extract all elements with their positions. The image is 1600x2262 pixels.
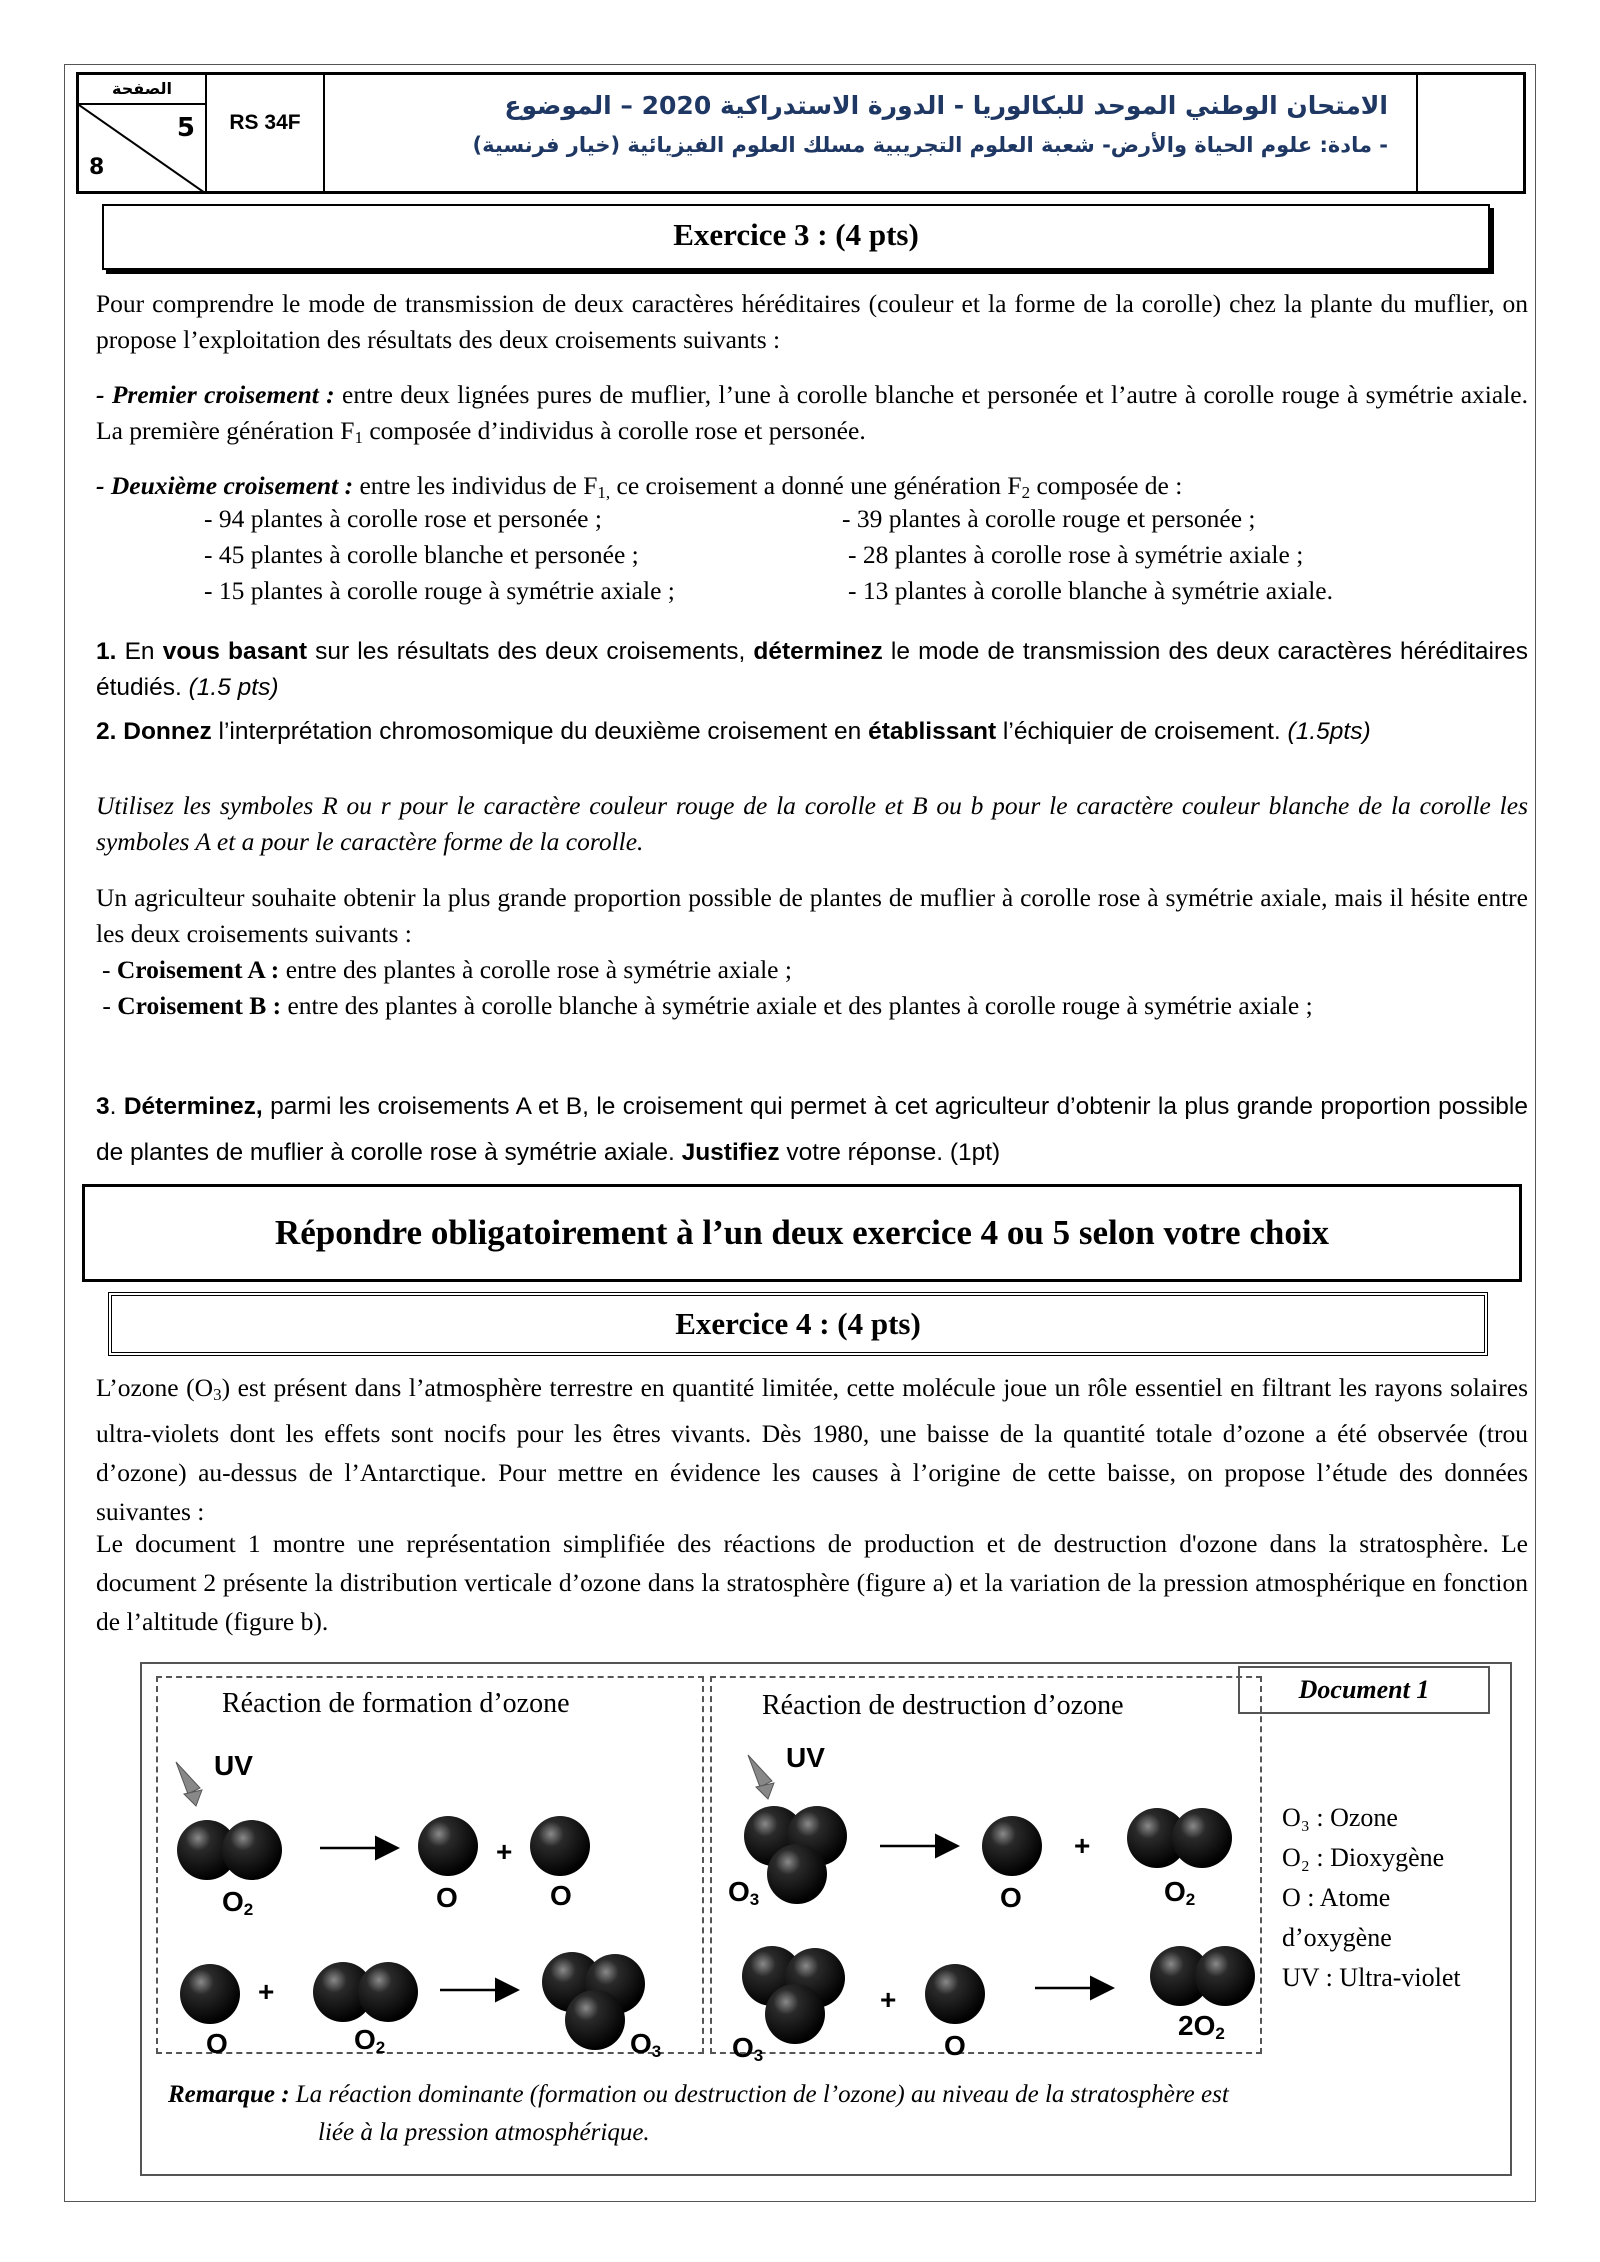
o2-label-letter: O [222,1886,244,1917]
o2-label-sub: 2 [375,2038,386,2057]
q2-bold: Donnez [116,718,212,745]
plus-sign: + [496,1836,513,1867]
q2-points: (1.5pts) [1287,718,1371,745]
q1-text: En [116,638,163,665]
result-item: - 28 plantes à corolle rose à symétrie axiale ; [848,540,1304,569]
dioxygen-molecule [1127,1808,1232,1868]
o-label: O [944,2030,966,2061]
o2-label-sub: 2 [243,1900,254,1919]
page-total: 8 [89,155,105,180]
q1-text: sur les résultats des deux croisements, [306,638,754,665]
o2-label [1164,1876,1195,1910]
legend-item: O₃ : Ozone [1282,1803,1398,1832]
q2-text: l’interprétation chromosomique du deuxième croisement en [211,718,869,745]
cross-b: - Croisement B : entre des plantes à corolle blanche à symétrie axiale et des plantes à corolle rouge à symétrie axiale ; [96,991,1313,1020]
ex3-intro: Pour comprendre le mode de transmission de deux caractères héréditaires (couleur et la forme de la corolle) chez la plante du muflier, on propose l’exploitation des résultats des deux croisements suivants : [96,289,1528,354]
o-label: O [436,1882,458,1913]
cross-a-label: Croisement A : [116,955,280,984]
o2-label-letter: O [354,2024,376,2055]
q2-bold: établissant [868,718,997,745]
q3-bold: Déterminez, [123,1093,263,1120]
document1-label: Document 1 [1238,1666,1490,1714]
uv-label: UV [214,1750,253,1781]
o-label: O [206,2028,228,2059]
q1-text: le mode de transmission des deux caractères héréditaires étudiés. [96,638,1528,701]
symbols-note: Utilisez les symboles R ou r pour le caractère couleur rouge de la corolle et B ou b pour le caractère couleur blanche de la corolle les symboles A et a pour le caractère forme de la corolle. [96,791,1528,856]
oxygen-atom [418,1816,478,1876]
plus-sign: + [258,1976,275,2007]
cross-a-text: entre des plantes à corolle rose à symétrie axiale ; [279,955,792,984]
o3-label [630,2028,661,2062]
oxygen-atom [982,1816,1042,1876]
cross-b-label: Croisement B : [117,991,282,1020]
ex4-paragraph2: Le document 1 montre une représentation simplifiée des réactions de production et de destruction d'ozone dans la stratosphère. Le document 2 présente la distribution verticale d’ozone dans la stratosphère (figure a) et la variation de la pression atmosphérique en fonction de l’altitude (figure b). [96,1529,1528,1636]
q1-bold: vous basant [162,638,307,665]
cross2-label: - Deuxième croisement : [96,471,354,500]
ex4-text: ) est présent dans l’atmosphère terrestre en quantité limitée, cette molécule joue un rôle essentiel en filtrant les rayons solaires ultra-violets dont les effets sont nocifs pour les êtres vivants. Dès 1980, une baisse de la quantité totale d’ozone a été observée (trou d’ozone) au-dessus de l’Antarctique. Pour mettre en évidence les causes à l’origine de cette baisse, on propose l’étude des données suivantes : [96,1373,1528,1526]
two-o2-label-text: 2O [1178,2010,1216,2041]
two-o2-label-sub: 2 [1215,2024,1225,2043]
o3-label-letter: O [630,2028,652,2059]
o3-label-letter: O [732,2032,754,2063]
dioxygen-molecule [177,1820,282,1880]
cross1-label: - Premier croisement : [96,380,335,409]
exercise3-title: Exercice 3 : (4 pts) [102,204,1490,270]
cross2-text: entre les individus de F [353,471,598,500]
choice-instruction: Répondre obligatoirement à l’un deux exercice 4 ou 5 selon votre choix [82,1184,1522,1282]
result-item: - 13 plantes à corolle blanche à symétrie axiale. [848,576,1333,605]
cross2-sub: 1, [597,483,611,502]
exam-title-line2: - مادة: علوم الحياة والأرض- شعبة العلوم التجريبية مسلك العلوم الفيزيائية (خيار فرنسية) [472,133,1388,157]
o2-label-sub: 2 [1185,1890,1196,1909]
o2-label [354,2024,385,2058]
remark-text: La réaction dominante (formation ou destruction de l’ozone) au niveau de la stratosphère est [289,2081,1229,2108]
ex4-text: L’ozone (O [96,1373,214,1402]
o2-label [222,1886,253,1920]
o3-label-sub: 3 [749,1890,760,1909]
q3-text: votre réponse. (1pt) [779,1139,1001,1166]
two-o2-label [1178,2010,1225,2044]
q1-number: 1. [96,638,117,665]
q1-bold: déterminez [753,638,883,665]
plus-sign: + [1074,1830,1091,1861]
remark-text2: liée à la pression atmosphérique. [318,2119,650,2146]
cross2-sub2: 2 [1021,483,1031,502]
ozone-molecule [744,1806,847,1904]
cross1-text: entre deux lignées pures de muflier, l’une à corolle blanche et personée et l’autre à corolle rouge à symétrie axiale. La première génération F [96,380,1528,445]
result-item: - 45 plantes à corolle blanche et personée ; [204,540,639,569]
cross-b-text: entre des plantes à corolle blanche à symétrie axiale et des plantes à corolle rouge à symétrie axiale ; [281,991,1313,1020]
cross1-text2: composée d’individus à corolle rose et personée. [362,416,866,445]
dioxygen-molecule [313,1962,418,2022]
document1-legend [1282,1798,1502,1998]
page-current: 5 [176,113,195,143]
q3-text: parmi les croisements A et B, le croisement qui permet à cet agriculteur d’obtenir la plus grande proportion possible de plantes de muflier à corolle rose à symétrie axiale. [96,1093,1528,1166]
uv-label: UV [786,1742,825,1773]
q3-number: 3 [96,1093,110,1120]
o2-label-letter: O [1164,1876,1186,1907]
exam-code: RS 34F [207,75,325,191]
remark [168,2076,1229,2152]
remark-label: Remarque : [168,2081,290,2108]
destruction-title: Réaction de destruction d’ozone [762,1690,1124,1721]
q3-bold: Justifiez [681,1139,780,1166]
o3-label [732,2032,763,2066]
uv-arrow-icon [748,1755,774,1799]
dioxygen-molecule [1150,1946,1255,2006]
oxygen-atom [925,1964,985,2024]
result-item: - 39 plantes à corolle rouge et personée ; [842,504,1256,533]
oxygen-atom [180,1964,240,2024]
o3-label-sub: 3 [753,2046,764,2065]
oxygen-atom [530,1816,590,1876]
o3-label-letter: O [728,1876,750,1907]
formation-title: Réaction de formation d’ozone [222,1688,570,1719]
o3-label-sub: 3 [651,2042,662,2061]
q1-points: (1.5 pts) [188,674,279,701]
exercise4-title: Exercice 4 : (4 pts) [108,1292,1488,1356]
result-item: - 94 plantes à corolle rose et personée ; [204,504,602,533]
exam-title-line1: الامتحان الوطني الموحد للبكالوريا - الدورة الاستدراكية 2020 – الموضوع [504,91,1388,120]
plus-sign: + [880,1984,897,2015]
legend-item: O : Atome d’oxygène [1282,1883,1392,1952]
q2-text: l’échiquier de croisement. [996,718,1288,745]
cross-a: - Croisement A : entre des plantes à corolle rose à symétrie axiale ; [102,955,792,984]
cross1-sub: 1 [354,428,363,447]
result-item: - 15 plantes à corolle rouge à symétrie axiale ; [204,576,675,605]
q3-text: . [109,1093,124,1120]
o3-label [728,1876,759,1910]
page-label: الصفحة [79,75,205,105]
legend-item: UV : Ultra-violet [1282,1963,1461,1992]
q2-number: 2. [96,718,117,745]
o-label: O [1000,1882,1022,1913]
ex4-sub: 3 [213,1385,222,1404]
farmer-paragraph: Un agriculteur souhaite obtenir la plus grande proportion possible de plantes de muflier à corolle rose à symétrie axiale, mais il hésite entre les deux croisements suivants : [96,883,1528,948]
cross2-text2: ce croisement a donné une génération F [610,471,1022,500]
cross2-text3: composée de : [1030,471,1183,500]
uv-arrow-icon [176,1762,202,1806]
ozone-molecule [742,1946,845,2044]
legend-item: O₂ : Dioxygène [1282,1843,1445,1872]
o-label: O [550,1880,572,1911]
